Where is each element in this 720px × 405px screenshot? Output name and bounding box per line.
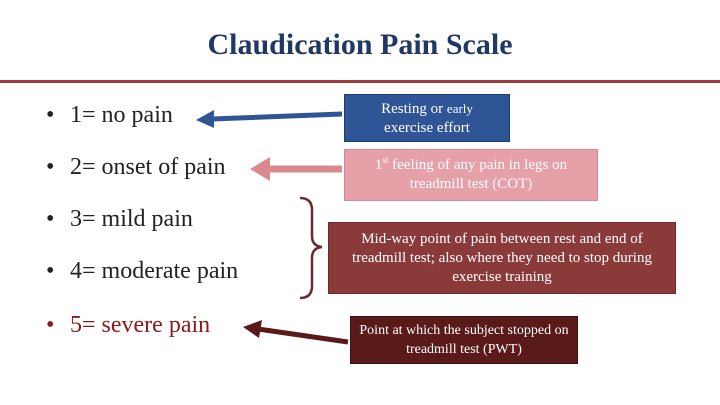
first-feeling-text: feeling of any pain in legs on treadmill test (COT) <box>388 157 568 192</box>
left-arrow-icon <box>243 320 348 342</box>
level-2-label: 2= onset of pain <box>70 154 226 180</box>
level-5-label: 5= severe pain <box>70 312 211 338</box>
left-arrow-icon <box>196 110 342 128</box>
right-brace-icon <box>300 198 322 298</box>
first-feeling-sup: st <box>382 155 389 165</box>
slide-title: Claudication Pain Scale <box>207 28 513 61</box>
midway-text: Mid-way point of pain between rest and end of treadmill test; also where they need to stop during exercise training <box>352 230 652 285</box>
resting-text-c: exercise effort <box>384 119 470 136</box>
left-arrow-icon <box>250 157 342 181</box>
midway-box <box>328 222 676 294</box>
bullet-icon: • <box>46 206 55 232</box>
bullet-icon: • <box>46 154 55 180</box>
first-feeling-box <box>344 149 598 201</box>
stopped-box <box>350 316 578 364</box>
resting-text-a: Resting or <box>381 100 447 117</box>
first-feeling-pre: 1 <box>374 157 383 173</box>
level-1-label: 1= no pain <box>70 102 173 128</box>
resting-text-b: early <box>446 100 473 116</box>
bullet-icon: • <box>46 102 55 128</box>
bullet-icon: • <box>46 258 55 284</box>
level-3-label: 3= mild pain <box>70 206 193 232</box>
level-4-label: 4= moderate pain <box>70 258 239 284</box>
stopped-text: Point at which the subject stopped on treadmill test (PWT) <box>359 323 569 357</box>
resting-box <box>344 94 510 142</box>
bullet-icon: • <box>46 312 55 338</box>
